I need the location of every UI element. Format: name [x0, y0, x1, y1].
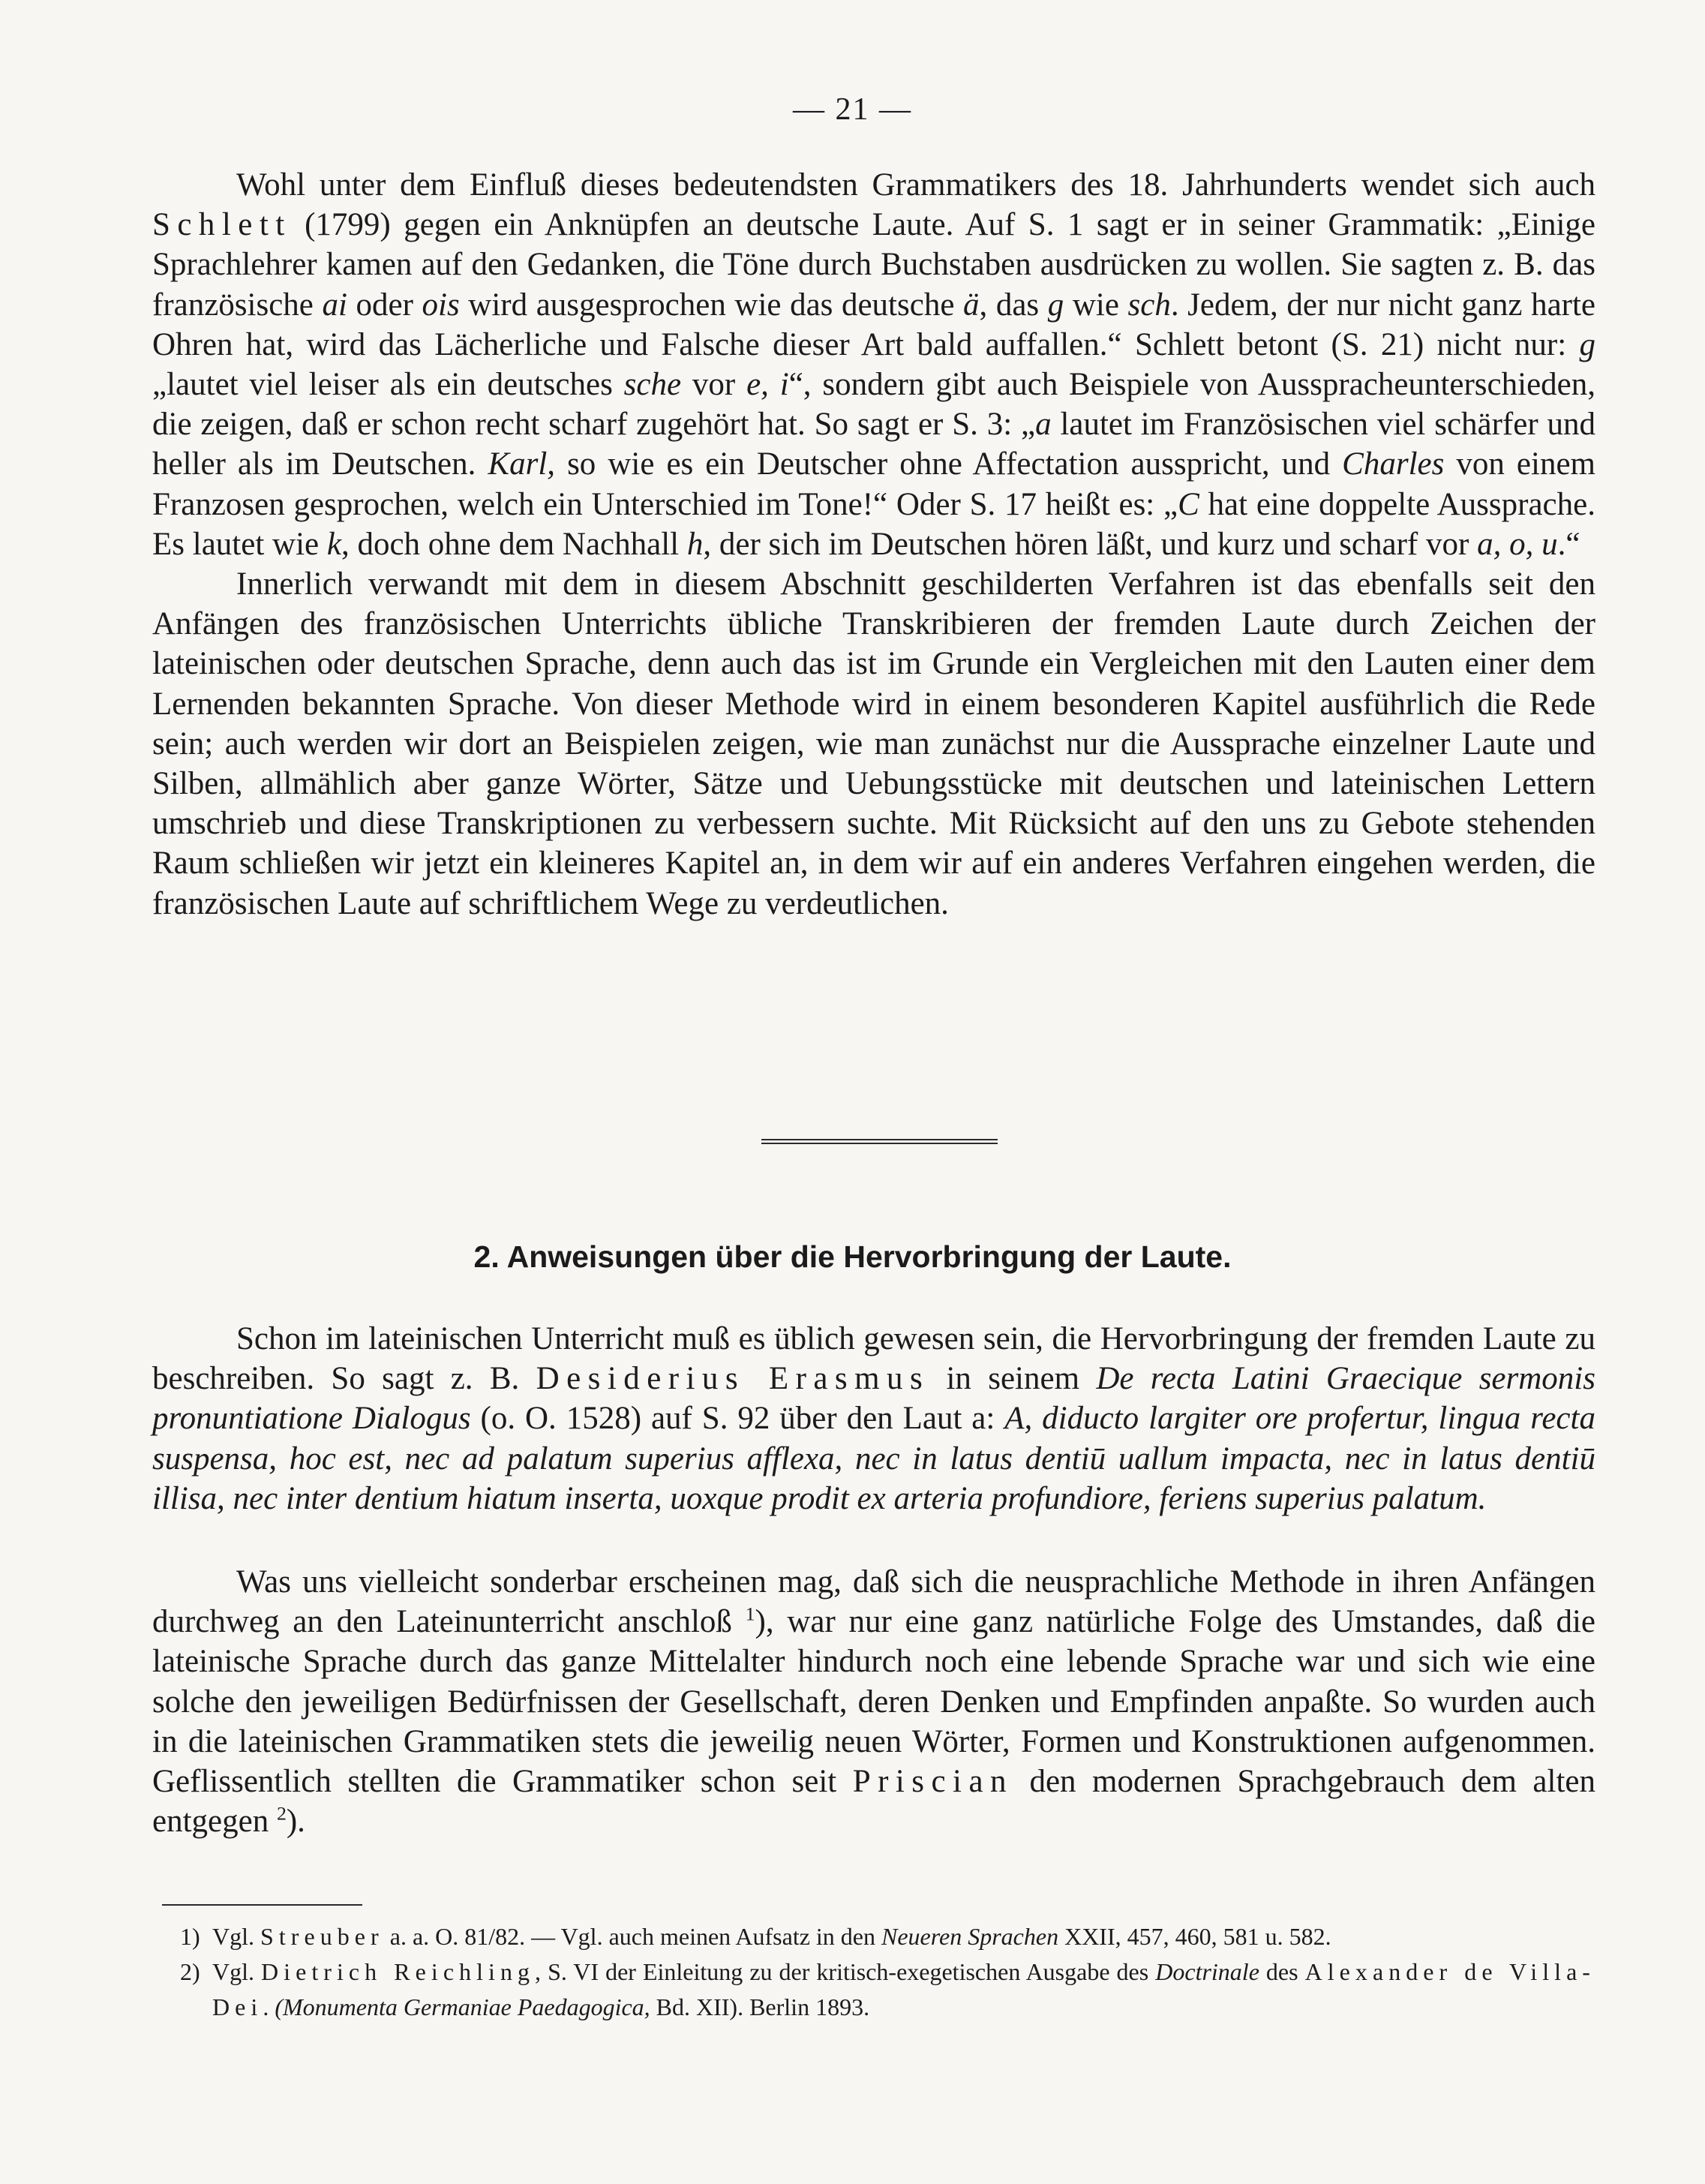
italic-term: Karl, [488, 446, 556, 482]
footnote-ref-2[interactable]: 2 [276, 1802, 287, 1825]
section-2-text [152, 1562, 1595, 1841]
text-run: Schon im lateinischen Unterricht muß es üblich gewesen sein, die Hervorbringung der fremden Laute zu beschreiben. So sagt z. B. [152, 1321, 1595, 1397]
section-2-erasmus [152, 1319, 1595, 1519]
text-run: Vgl. [212, 1958, 262, 1985]
section-divider [761, 1139, 998, 1146]
text-run: wie [1064, 287, 1128, 323]
text-run: (o. O. 1528) auf S. 92 über den Laut a: [470, 1401, 1005, 1437]
italic-term: h [686, 526, 704, 562]
italic-term: ois [422, 287, 460, 323]
text-run: .“ [1557, 526, 1580, 562]
text-run: Bd. XII). Berlin 1893. [650, 1993, 870, 2020]
journal-title: Neueren Sprachen [881, 1923, 1059, 1950]
footnote-1 [180, 1919, 1595, 1954]
name-priscian: Priscian [852, 1764, 1013, 1800]
footnotes [180, 1919, 1595, 2025]
paragraph-lateinunterricht [152, 1562, 1595, 1841]
latin-quote: A, diducto largiter ore profertur, lingua recta suspensa, hoc est, nec ad palatum superius afflexa, nec in latus dentiū uallum impacta, nec in latus dentiū illisa, nec inter dentium hiatum inserta, uoxque prodit ex arteria profundiore, feriens superius palatum. [152, 1401, 1595, 1516]
text-run: lautet im Französischen viel schärfer und heller als im Deutschen. [152, 407, 1595, 482]
book-title: De recta Latini Graecique sermonis pronuntiatione Dialogus [152, 1361, 1595, 1437]
page-number: — 21 — [793, 92, 912, 127]
text-run: . Jedem, der nur nicht ganz harte Ohren hat, wird das Lächerliche und Falsche dieser Art bald auffallen.“ Schlett betont (S. 21) nicht nur: [152, 287, 1596, 362]
text-run: so wie es ein Deutscher ohne Affectation ausspricht, und [555, 446, 1343, 482]
paragraph-erasmus [152, 1319, 1595, 1519]
text-run: Wohl unter dem Einfluß dieses bedeutendsten Grammatikers des 18. Jahrhunderts wendet sich auch [236, 167, 1595, 203]
text-run: XXII, 457, 460, 581 u. 582. [1058, 1923, 1331, 1950]
footnote-mark: 2) [180, 1958, 200, 1985]
section-heading: 2. Anweisungen über die Hervorbringung der Laute. [473, 1239, 1232, 1274]
text-run: von einem Franzosen gesprochen, welch ein Unterschied im Tone!“ Oder S. 17 heißt es: „ [152, 446, 1595, 522]
text-run: a. a. O. 81/82. — Vgl. auch meinen Aufsatz in den [383, 1923, 881, 1950]
name-erasmus: Desiderius Erasmus [536, 1361, 930, 1397]
footnote-ref-1[interactable]: 1 [745, 1603, 755, 1625]
text-run: , S. VI der Einleitung zu der kritisch-exegetischen Ausgabe des [535, 1958, 1156, 1985]
paragraph-transkribieren: Innerlich verwandt mit dem in diesem Abschnitt geschilderten Verfahren ist das ebenfalls seit den Anfängen des französischen Unterrichts übliche Transkribieren der fremden Laute durch Zeichen der lateinischen oder deutschen Sprache, denn auch das ist im Grunde ein Vergleichen mit den Lauten einer dem Lernenden bekannten Sprache. Von dieser Methode wird in einem besonderen Kapitel ausführlich die Rede sein; auch werden wir dort an Beispielen zeigen, wie man zunächst nur die Aussprache einzelner Laute und Silben, allmählich aber ganze Wörter, Sätze und Uebungsstücke mit deutschen und lateinischen Lettern umschrieb und diese Transkriptionen zu verbessern suchte. Mit Rücksicht auf den uns zu Gebote stehenden Raum schließen wir jetzt ein kleineres Kapitel an, in dem wir auf ein anderes Verfahren eingehen werden, die französischen Laute auf schriftlichem Wege zu verdeutlichen. [152, 566, 1595, 921]
italic-term: a, o, u [1477, 526, 1558, 562]
text-run: Vgl. [212, 1923, 260, 1950]
italic-term: g [1579, 326, 1595, 362]
italic-term: ai [322, 287, 347, 323]
text-run: den modernen Sprachgebrauch dem alten entgegen [152, 1764, 1595, 1840]
italic-term: e, i [746, 367, 789, 403]
text-run: , das [979, 287, 1048, 323]
text-run: . [263, 1993, 275, 2020]
text-run: des [1259, 1958, 1305, 1985]
name-reichling: Dietrich Reichling [261, 1958, 536, 1985]
series-title: (Monumenta Germaniae Paedagogica, [275, 1993, 650, 2020]
footnote-mark: 1) [180, 1923, 200, 1950]
text-run: Was uns vielleicht sonderbar erscheinen mag, daß sich die neusprachliche Methode in ihren Anfängen durchweg an den Lateinunterricht anschloß [152, 1564, 1595, 1640]
footnote-rule [162, 1904, 362, 1906]
italic-term: a [1035, 407, 1052, 443]
name-alexander: Alexander de Villa-Dei [212, 1958, 1596, 2020]
italic-term: g [1047, 287, 1064, 323]
italic-term: ä [963, 287, 980, 323]
italic-term: Charles [1342, 446, 1445, 482]
text-run: hat eine doppelte Aussprache. Es lautet wie [152, 486, 1595, 562]
text-run: wird ausgesprochen wie das deutsche [459, 287, 963, 323]
italic-term: sch [1127, 287, 1171, 323]
name-streuber: Streuber [260, 1923, 384, 1950]
text-run: (1799) gegen ein Anknüpfen an deutsche Laute. Auf S. 1 sagt er in seiner Grammatik: „Einige Sprachlehrer kamen auf den Gedanken, die Töne durch Buchstaben ausdrücken zu wollen. Sie sagten z. B. das französische [152, 207, 1595, 323]
text-run: vor [681, 367, 747, 403]
section-1-text [152, 165, 1595, 924]
name-schlett: Schlett [152, 207, 292, 243]
work-title: Doctrinale [1155, 1958, 1259, 1985]
footnote-2 [180, 1954, 1595, 2025]
text-run: ). [286, 1804, 305, 1840]
text-run: “, sondern gibt auch Beispiele von Ausspracheunterschieden, die zeigen, daß er schon recht scharf zugehört hat. So sagt er S. 3: „ [152, 367, 1595, 443]
text-run: , doch ohne dem Nachhall [341, 526, 687, 562]
italic-term: C [1178, 486, 1199, 522]
italic-term: sche [623, 367, 682, 403]
text-run: in seinem [929, 1361, 1097, 1397]
text-run: , der sich im Deutschen hören läßt, und kurz und scharf vor [703, 526, 1478, 562]
text-run: ), war nur eine ganz natürliche Folge des Umstandes, daß die lateinische Sprache durch das ganze Mittelalter hindurch noch eine lebende Sprache war und sich wie eine solche den jeweiligen Bedürfnissen der Gesellschaft, deren Denken und Empfinden anpaßte. So wurden auch in die lateinischen Grammatiken stets die jeweilig neuen Wörter, Formen und Konstruktionen aufgenommen. Geflissentlich stellten die Grammatiker schon seit [152, 1604, 1595, 1800]
paragraph-schlett [152, 165, 1595, 564]
text-run: „lautet viel leiser als ein deutsches [152, 367, 624, 403]
italic-term: k [326, 526, 341, 562]
text-run: oder [347, 287, 422, 323]
